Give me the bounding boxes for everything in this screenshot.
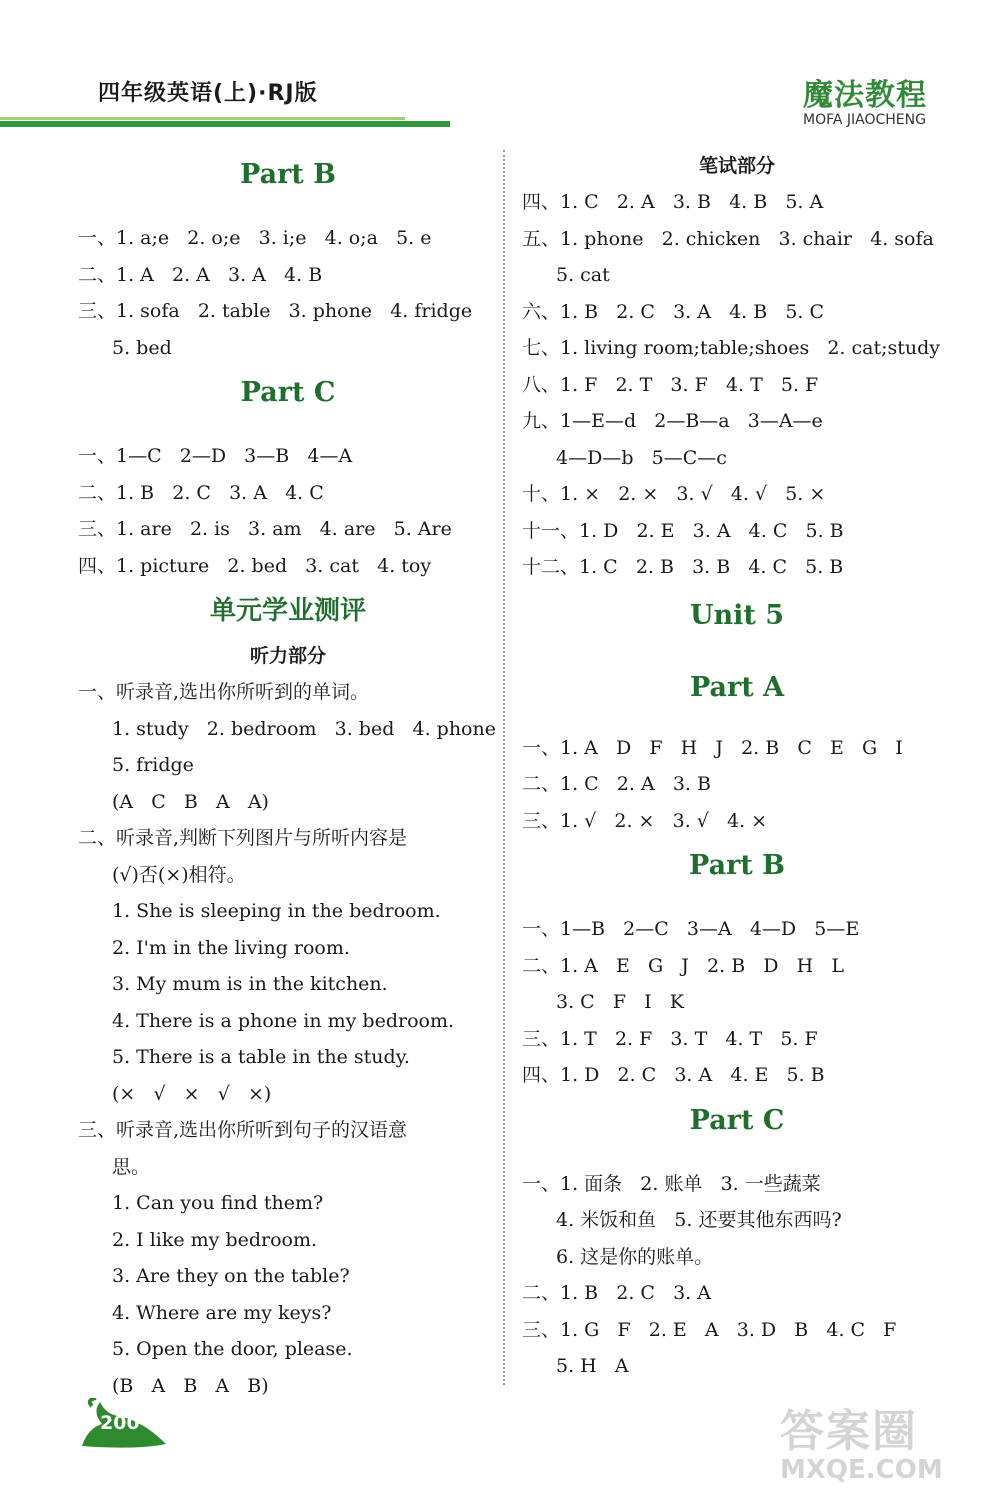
answer-line: 4. There is a phone in my bedroom. — [112, 1009, 455, 1032]
answer-line: 十二、1. C 2. B 3. B 4. C 5. B — [522, 556, 844, 578]
section-heading: Part C — [240, 377, 336, 408]
answer-line: 六、1. B 2. C 3. A 4. B 5. C — [522, 300, 825, 323]
section-heading: Unit 5 — [689, 599, 785, 631]
answer-line: 5. cat — [556, 264, 610, 286]
answer-line: (√)否(×)相符。 — [112, 863, 246, 886]
watermark-sub: MXQE.COM — [780, 1455, 943, 1485]
answer-line: 八、1. F 2. T 3. F 4. T 5. F — [522, 373, 819, 396]
answer-line: 十一、1. D 2. E 3. A 4. C 5. B — [522, 519, 844, 542]
page-number: 200 — [100, 1412, 140, 1434]
watermark — [780, 1395, 990, 1485]
answer-line: 三、1. G F 2. E A 3. D B 4. C F — [522, 1318, 897, 1341]
answer-line: 3. C F I K — [556, 991, 684, 1013]
answer-line: 三、1. are 2. is 3. am 4. are 5. Are — [78, 518, 452, 540]
answer-line: 思。 — [112, 1155, 151, 1178]
answer-line: 一、1—B 2—C 3—A 4—D 5—E — [522, 918, 860, 940]
left-column — [78, 148, 498, 1404]
answer-line: 一、1. A D F H J 2. B C E G I — [522, 736, 903, 759]
answer-line: 四、1. C 2. A 3. B 4. B 5. A — [522, 191, 824, 213]
brand-name: 魔法教程 — [803, 78, 927, 113]
answer-line: 5. fridge — [112, 754, 194, 776]
answer-line: 6. 这是你的账单。 — [556, 1245, 714, 1268]
brand-pinyin: MOFA JIAOCHENG — [803, 112, 926, 128]
answer-line: 一、1. a;e 2. o;e 3. i;e 4. o;a 5. e — [78, 227, 432, 249]
brand-logo — [803, 70, 943, 128]
answer-line: 二、听录音,判断下列图片与所听内容是 — [78, 827, 408, 849]
answer-line: 三、听录音,选出你所听到句子的汉语意 — [78, 1119, 408, 1141]
answer-line: 二、1. A E G J 2. B D H L — [522, 954, 844, 977]
subsection-heading: 听力部分 — [249, 645, 326, 667]
watermark-main: 答案圈 — [780, 1406, 918, 1457]
answer-line: 5. bed — [112, 336, 172, 359]
answer-line: (A C B A A) — [112, 790, 269, 813]
answer-line: 三、1. sofa 2. table 3. phone 4. fridge — [78, 300, 473, 322]
answer-line: 4—D—b 5—C—c — [556, 446, 727, 469]
header-accent-bar — [0, 117, 405, 120]
answer-line: 3. My mum is in the kitchen. — [112, 973, 388, 995]
answer-line: 十、1. × 2. × 3. √ 4. √ 5. × — [522, 483, 826, 505]
answer-line: (B A B A B) — [112, 1374, 269, 1397]
answer-line: 三、1. T 2. F 3. T 4. T 5. F — [522, 1027, 818, 1050]
answer-line: 二、1. A 2. A 3. A 4. B — [78, 263, 323, 286]
answer-line: 四、1. picture 2. bed 3. cat 4. toy — [78, 554, 432, 577]
header-bar — [0, 121, 450, 127]
section-heading: Part A — [689, 671, 785, 703]
answer-line: 一、1. 面条 2. 账单 3. 一些蔬菜 — [522, 1172, 821, 1195]
answer-line: 二、1. C 2. A 3. B — [522, 773, 711, 795]
answer-line: 2. I'm in the living room. — [112, 936, 350, 959]
answer-line: 一、听录音,选出你所听到的单词。 — [78, 681, 370, 703]
book-title: 四年级英语(上)·RJ版 — [98, 81, 318, 106]
answer-line: 1. study 2. bedroom 3. bed 4. phone — [112, 717, 496, 740]
subsection-heading: 笔试部分 — [698, 155, 775, 177]
answer-line: 三、1. √ 2. × 3. √ 4. × — [522, 809, 768, 832]
answer-line: 二、1. B 2. C 3. A — [522, 1282, 711, 1304]
answer-line: 2. I like my bedroom. — [112, 1228, 318, 1251]
right-column — [522, 148, 952, 1385]
section-heading: Part C — [689, 1104, 785, 1136]
answer-line: (× √ × √ ×) — [112, 1082, 272, 1105]
answer-line: 4. 米饭和鱼 5. 还要其他东西吗? — [556, 1209, 842, 1231]
answer-line: 5. H A — [556, 1355, 629, 1377]
answer-line: 5. There is a table in the study. — [112, 1046, 410, 1068]
section-heading: Part B — [240, 159, 336, 190]
answer-line: 五、1. phone 2. chicken 3. chair 4. sofa — [522, 227, 934, 250]
page-number-badge — [78, 1398, 168, 1450]
answer-line: 七、1. living room;table;shoes 2. cat;study — [522, 337, 941, 359]
section-heading: 单元学业测评 — [209, 596, 366, 626]
answer-line: 1. Can you find them? — [112, 1192, 324, 1214]
answer-line: 一、1—C 2—D 3—B 4—A — [78, 445, 353, 467]
answer-line: 1. She is sleeping in the bedroom. — [112, 900, 441, 922]
answer-line: 四、1. D 2. C 3. A 4. E 5. B — [522, 1064, 825, 1086]
section-heading: Part B — [689, 850, 785, 881]
answer-line: 九、1—E—d 2—B—a 3—A—e — [522, 410, 823, 432]
answer-line: 二、1. B 2. C 3. A 4. C — [78, 481, 324, 504]
answer-line: 5. Open the door, please. — [112, 1338, 353, 1360]
answer-line: 4. Where are my keys? — [112, 1301, 332, 1324]
answer-line: 3. Are they on the table? — [112, 1265, 350, 1287]
column-divider — [503, 150, 505, 1385]
